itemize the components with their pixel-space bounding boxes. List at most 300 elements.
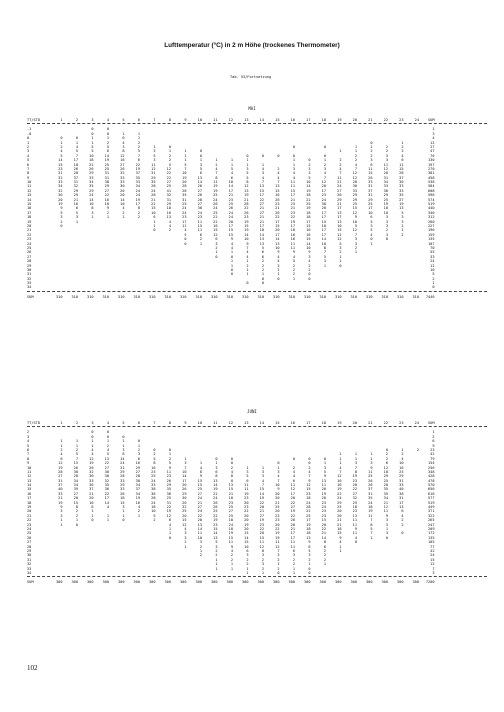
table-cell: 3 <box>323 259 326 264</box>
table-cell: 9 <box>246 241 249 246</box>
table-cell: 21 <box>275 206 280 211</box>
table-cell: 7 <box>370 518 373 523</box>
table-cell: 15 <box>228 228 233 233</box>
table-cell: 1 <box>184 153 187 158</box>
table-cell: 26 <box>213 500 218 505</box>
table-cell: 23 <box>151 469 156 474</box>
table-cell <box>171 571 187 575</box>
table-cell: 23 <box>213 522 218 527</box>
table-cell: 2 <box>199 544 202 549</box>
table-cell: 650 <box>428 487 435 492</box>
table-cell: 1 <box>215 158 218 163</box>
table-cell: 5 <box>230 166 233 171</box>
table-cell: 2 <box>106 140 109 145</box>
table-cell: 23 <box>290 202 295 207</box>
table-cell: 37 <box>73 175 78 180</box>
table-cell: 3 <box>385 158 388 163</box>
table-cell: 15 <box>213 228 218 233</box>
table-cell: 105 <box>428 540 435 545</box>
table-cell: 2 <box>277 566 280 571</box>
table-cell: 25 <box>104 162 109 167</box>
table-cell: 33 <box>58 491 63 496</box>
table-cell: 21 <box>290 206 295 211</box>
table-cell: 14 <box>120 197 125 202</box>
table-cell: 29 <box>89 188 94 193</box>
table-cell: 2 <box>60 144 63 149</box>
table-cell: 10 <box>89 153 94 158</box>
table-cell: 300 <box>397 580 404 585</box>
table-cell: 25 <box>352 202 357 207</box>
table-cell: 14 <box>306 241 311 246</box>
table-cell: 1 <box>323 158 326 163</box>
table-cell: 22 <box>104 491 109 496</box>
table-cell: 23 <box>321 193 326 198</box>
table-cell: 24 <box>368 500 373 505</box>
table-cell: 1 <box>106 439 109 444</box>
table-cell: 4 <box>246 254 249 259</box>
table-cell: 5 <box>246 171 249 176</box>
table-cell: 310 <box>164 294 171 299</box>
table-cell: 13 <box>244 118 249 122</box>
table-cell: 2 <box>292 272 295 277</box>
table-cell: 12 <box>228 421 233 425</box>
table-cell: 4 <box>60 452 63 457</box>
table-cell: 18 <box>290 228 295 233</box>
table-cell: 1 <box>339 456 342 461</box>
table-cell: 47 <box>430 149 435 154</box>
table-cell: 10 <box>321 223 326 228</box>
table-cell: 13 <box>275 241 280 246</box>
table-cell: 0 <box>230 254 233 259</box>
table-cell: 30 <box>321 202 326 207</box>
table-cell: 1 <box>401 228 404 233</box>
table-cell: 17 <box>228 188 233 193</box>
table-cell: 21 <box>275 500 280 505</box>
table-cell: 23 <box>244 505 249 510</box>
table-cell: 16 <box>151 465 156 470</box>
table-cell: 23 <box>430 447 435 452</box>
table-cell: 28 <box>73 171 78 176</box>
table-cell: 13 <box>337 210 342 215</box>
table-cell: 6 <box>215 469 218 474</box>
table-cell: 1 <box>246 259 249 264</box>
table-cell: 28 <box>383 483 388 488</box>
table-cell: 22 <box>259 526 264 531</box>
table-cell: 28 <box>135 474 140 479</box>
table-cell: 0 <box>308 570 311 575</box>
table-cell: 17 <box>337 206 342 211</box>
table-cell: 12 <box>182 522 187 527</box>
table-cell: 2 <box>354 153 357 158</box>
table-cell <box>311 571 327 575</box>
table-cell: 5 <box>370 228 373 233</box>
table-cell: 20 <box>290 522 295 527</box>
row-label: 34 <box>27 285 32 290</box>
table-cell: 0 <box>137 439 140 444</box>
table-cell: 20 <box>89 496 94 501</box>
table-cell: 10 <box>399 461 404 466</box>
table-cell: 5 <box>323 254 326 259</box>
table-cell: 28 <box>182 184 187 189</box>
table-cell: 37 <box>58 483 63 488</box>
table-cell: 27 <box>290 505 295 510</box>
table-cell: 18 <box>321 421 326 425</box>
table-cell: 33 <box>58 180 63 185</box>
table-cell: 27 <box>197 188 202 193</box>
table-cell: 36 <box>383 188 388 193</box>
table-cell: 371 <box>428 509 435 514</box>
table-cell: 23 <box>306 491 311 496</box>
table-cell: 4 <box>261 166 264 171</box>
table-cell: 12 <box>383 505 388 510</box>
table-cell: 20 <box>321 206 326 211</box>
table-cell: 1 <box>339 452 342 457</box>
table-cell: 1 <box>261 570 264 575</box>
table-cell: 0 <box>122 136 125 141</box>
table-cell: 27 <box>166 180 171 185</box>
table-cell: 25 <box>383 478 388 483</box>
table-cell: 300 <box>56 580 63 585</box>
row-label: 4 <box>27 153 30 158</box>
table-cell: 10 <box>368 210 373 215</box>
table-cell: 12 <box>166 166 171 171</box>
table-cell: 17 <box>182 219 187 224</box>
table-cell: 14 <box>321 237 326 242</box>
table-cell: 14 <box>213 531 218 536</box>
table-cell: 9 <box>277 487 280 492</box>
table-cell: 22 <box>306 509 311 514</box>
table-cell: 3 <box>354 237 357 242</box>
table-cell: 9 <box>230 544 233 549</box>
table-cell: 300 <box>273 580 280 585</box>
table-cell: 348 <box>428 469 435 474</box>
row-label: 3 <box>27 434 30 439</box>
table-cell: 5 <box>75 452 78 457</box>
table-cell: 21 <box>290 526 295 531</box>
table-cell: 30 <box>104 469 109 474</box>
table-cell: 6 <box>432 439 435 444</box>
table-cell: 3 <box>60 509 63 514</box>
table-cell: 32 <box>58 175 63 180</box>
table-cell: 9 <box>370 465 373 470</box>
table-cell: 11 <box>213 180 218 185</box>
table-cell: 10 <box>151 509 156 514</box>
table-cell: 18 <box>383 206 388 211</box>
table-cell: 310 <box>242 294 249 299</box>
table-cell: 7 <box>137 153 140 158</box>
table-cell: 5 <box>308 175 311 180</box>
row-label: 18 <box>27 500 32 505</box>
table-cell: 18 <box>321 118 326 122</box>
row-label: 12 <box>27 188 32 193</box>
table-cell: 0 <box>385 237 388 242</box>
table-cell: 310 <box>381 294 388 299</box>
table-cell: 25 <box>182 202 187 207</box>
table-cell: 28 <box>306 505 311 510</box>
table-cell: 5 <box>354 223 357 228</box>
table-cell: 30 <box>197 206 202 211</box>
table-cell: 14 <box>259 118 264 122</box>
table-cell: 4 <box>137 505 140 510</box>
table-cell: 17 <box>321 215 326 220</box>
table-cell: 6 <box>370 162 373 167</box>
table-cell: 11 <box>259 540 264 545</box>
table-cell: 310 <box>71 294 78 299</box>
table-cell: 26 <box>89 166 94 171</box>
table-cell: 19 <box>259 496 264 501</box>
table-cell <box>171 285 187 289</box>
table-cell: 24 <box>321 197 326 202</box>
table-cell: SUM <box>428 118 435 122</box>
table-cell: 1 <box>91 215 94 220</box>
table-cell: 1 <box>75 140 78 145</box>
table-cell: 310 <box>273 294 280 299</box>
table-cell: 4 <box>401 456 404 461</box>
table-cell: 1 <box>277 562 280 567</box>
table-cell: 16 <box>135 500 140 505</box>
table-cell: 10 <box>352 219 357 224</box>
table-cell: 1 <box>261 272 264 277</box>
table-cell: 4 <box>168 522 171 527</box>
table-cell: 19 <box>399 202 404 207</box>
table-cell: 265 <box>428 518 435 523</box>
table-cell: 22 <box>151 202 156 207</box>
table-cell: 29 <box>166 483 171 488</box>
table-cell: 23 <box>182 215 187 220</box>
table-cell: 27 <box>430 144 435 149</box>
table-cell: 35 <box>368 496 373 501</box>
table-cell: 154 <box>428 461 435 466</box>
table-cell: 21 <box>337 522 342 527</box>
table-cell: 10 <box>104 202 109 207</box>
table-cell: 300 <box>211 580 218 585</box>
table-cell: 20 <box>290 496 295 501</box>
table-cell: 1 <box>122 215 125 220</box>
table-cell: 15 <box>197 223 202 228</box>
table-cell: 17 <box>275 232 280 237</box>
table-cell: 1 <box>106 136 109 141</box>
table-cell: 31 <box>120 465 125 470</box>
table-cell: 30 <box>73 469 78 474</box>
table-cell: 19 <box>182 175 187 180</box>
table-cell: 17 <box>135 202 140 207</box>
table-cell: 6 <box>292 548 295 553</box>
row-label: 16 <box>27 491 32 496</box>
table-cell: 5 <box>60 210 63 215</box>
table-cell: 11 <box>197 531 202 536</box>
table-cell: 7 <box>261 180 264 185</box>
table-cell: 1 <box>246 272 249 277</box>
table-cell <box>47 571 63 575</box>
table-cell: SUM <box>428 421 435 425</box>
table-cell: 6 <box>246 478 249 483</box>
table-cell: 15 <box>337 228 342 233</box>
table-cell: 27 <box>135 469 140 474</box>
table-cell: 2 <box>137 144 140 149</box>
table-cell: 15 <box>73 500 78 505</box>
table-cell <box>125 285 141 289</box>
table-cell: 28 <box>352 180 357 185</box>
table-cell: 16 <box>104 197 109 202</box>
row-label: 21 <box>27 513 32 518</box>
table-cell: 0 <box>308 272 311 277</box>
table-cell: 11 <box>290 241 295 246</box>
table-cell: 3 <box>385 219 388 224</box>
table-cell: 20 <box>275 509 280 514</box>
table-cell: 26 <box>368 483 373 488</box>
table-cell: 2 <box>277 557 280 562</box>
table-cell: 28 <box>399 171 404 176</box>
table-cell: 1 <box>215 562 218 567</box>
table-cell: 15 <box>244 531 249 536</box>
table-cell: 17 <box>259 193 264 198</box>
table-cell: 6 <box>261 250 264 255</box>
table-cell: 310 <box>304 294 311 299</box>
table-cell: 2 <box>246 562 249 567</box>
table-cell: 0 <box>91 430 94 435</box>
table-cell <box>388 571 404 575</box>
divider <box>27 426 487 429</box>
row-label: 21 <box>27 228 32 233</box>
table-cell: 17 <box>321 232 326 237</box>
table-cell: 3 <box>323 465 326 470</box>
table-cell: 381 <box>428 171 435 176</box>
table-cell: 31 <box>368 193 373 198</box>
table-cell <box>140 571 156 575</box>
table-cell: 0 <box>292 153 295 158</box>
table-cell: 3 <box>308 171 311 176</box>
table-cell: 11 <box>166 469 171 474</box>
table-cell: 15 <box>120 500 125 505</box>
table-cell: 22 <box>290 215 295 220</box>
table-cell: 18 <box>306 215 311 220</box>
table-cell: 310 <box>102 294 109 299</box>
table-cell: 12 <box>151 166 156 171</box>
table-cell <box>94 571 110 575</box>
table-cell: 300 <box>257 580 264 585</box>
table-cell: 6 <box>91 505 94 510</box>
table-cell: 18 <box>120 496 125 501</box>
table-cell: 25 <box>151 474 156 479</box>
table-cell: 22 <box>275 526 280 531</box>
table-cell: 14 <box>89 197 94 202</box>
table-cell: 4 <box>339 166 342 171</box>
table-cell: 25 <box>228 513 233 518</box>
table-cell: 4 <box>401 513 404 518</box>
table-cell: 19 <box>58 465 63 470</box>
table-cell: 300 <box>335 580 342 585</box>
table-cell: 7 <box>153 118 156 122</box>
table-cell: 15 <box>244 223 249 228</box>
table-cell: 19 <box>135 496 140 501</box>
table-cell: 22 <box>290 513 295 518</box>
table-cell: 172 <box>428 531 435 536</box>
table-cell: 1 <box>432 127 435 132</box>
divider <box>27 123 487 126</box>
table-cell: 4 <box>339 540 342 545</box>
table-cell: 9 <box>354 526 357 531</box>
table-cell: 4 <box>292 474 295 479</box>
table-cell: 322 <box>428 513 435 518</box>
table-cell: 33 <box>89 478 94 483</box>
table-cell: 29 <box>120 469 125 474</box>
table-cell: 7 <box>308 474 311 479</box>
table-cell: 428 <box>428 474 435 479</box>
table-cell: 4 <box>292 175 295 180</box>
table-cell: 19 <box>135 166 140 171</box>
table-cell: 26 <box>73 465 78 470</box>
row-label: 34 <box>27 570 32 575</box>
table-cell: 5 <box>122 118 125 122</box>
table-cell: 2 <box>168 456 171 461</box>
table-cell: 12 <box>259 544 264 549</box>
table-cell: 22 <box>275 215 280 220</box>
table-cell: 8 <box>261 548 264 553</box>
table-cell: 6 <box>153 215 156 220</box>
table-cell: 3 <box>184 535 187 540</box>
table-cell: 12 <box>89 456 94 461</box>
table-cell: 1 <box>401 140 404 145</box>
table-cell <box>357 285 373 289</box>
table-cell: 3 <box>137 452 140 457</box>
table-cell: 4 <box>230 548 233 553</box>
table-cell: 5 <box>106 452 109 457</box>
table-cell: 13 <box>213 478 218 483</box>
table-cell: 7 <box>246 245 249 250</box>
table-cell: 33 <box>135 180 140 185</box>
table-cell: 1 <box>106 513 109 518</box>
table-cell: 8 <box>246 180 249 185</box>
table-cell: 2 <box>137 215 140 220</box>
table-cell: 1 <box>91 136 94 141</box>
table-cell: 5 <box>60 153 63 158</box>
table-cell: 31 <box>368 184 373 189</box>
table-cell: 22 <box>259 500 264 505</box>
table-cell: 18 <box>228 526 233 531</box>
table-cell: 12 <box>58 461 63 466</box>
table-cell: 26 <box>89 465 94 470</box>
table-cell: 14 <box>306 184 311 189</box>
table-cell: 3 <box>385 153 388 158</box>
table-cell: 2 <box>292 562 295 567</box>
row-label: 11 <box>27 184 32 189</box>
table-cell: 9 <box>184 421 187 425</box>
table-cell: 33 <box>352 188 357 193</box>
table-cell: 21 <box>244 197 249 202</box>
table-cell: 25 <box>166 184 171 189</box>
row-label: 25 <box>27 245 32 250</box>
row-label: 10 <box>27 465 32 470</box>
table-cell: 17 <box>290 193 295 198</box>
table-cell: 19 <box>337 421 342 425</box>
table-cell: 21 <box>368 421 373 425</box>
table-cell: 21 <box>368 118 373 122</box>
table-cell: 6 <box>246 548 249 553</box>
table-cell: 15 <box>306 487 311 492</box>
table-cell: 23 <box>275 202 280 207</box>
table-cell: 31 <box>399 496 404 501</box>
table-cell: 1 <box>401 447 404 452</box>
table-cell: 2 <box>370 149 373 154</box>
table-cell: 1 <box>75 518 78 523</box>
table-cell: 0 <box>277 153 280 158</box>
table-cell: 2 <box>199 553 202 558</box>
table-cell: 17 <box>306 518 311 523</box>
table-cell: 55 <box>430 250 435 255</box>
table-cell: 23 <box>228 197 233 202</box>
table-cell: 1 <box>122 509 125 514</box>
table-cell: 1 <box>261 162 264 167</box>
